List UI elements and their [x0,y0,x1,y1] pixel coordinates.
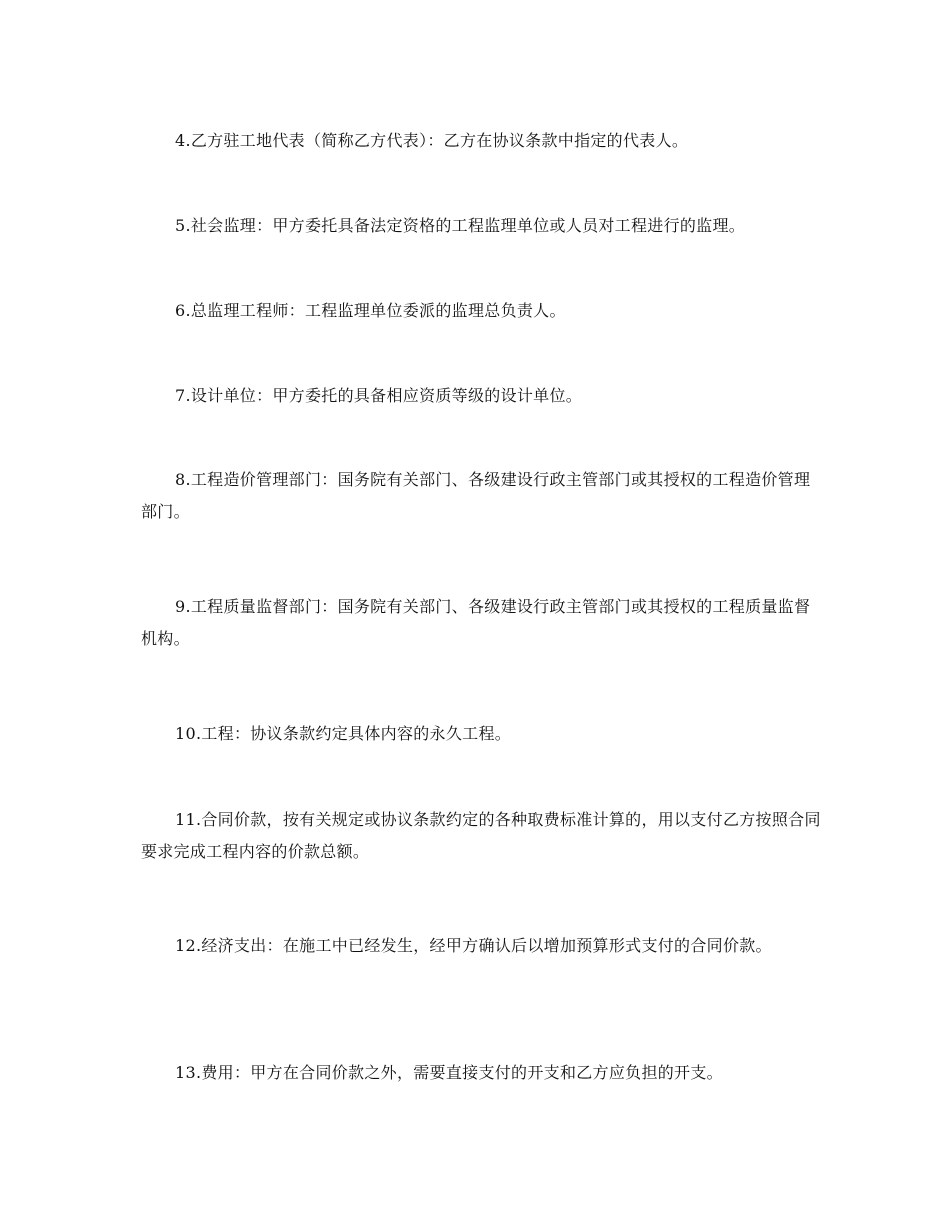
clause-11: 11.合同价款，按有关规定或协议条款约定的各种取费标准计算的，用以支付乙方按照合同要求完成工程内容的价款总额。 [141,810,821,861]
clause-8: 8.工程造价管理部门：国务院有关部门、各级建设行政主管部门或其授权的工程造价管理部门。 [141,470,811,521]
clause-4: 4.乙方驻工地代表（简称乙方代表）：乙方在协议条款中指定的代表人。 [175,131,689,150]
clause-10: 10.工程：协议条款约定具体内容的永久工程。 [175,724,512,743]
clause-7: 7.设计单位：甲方委托的具备相应资质等级的设计单位。 [175,386,583,405]
clause-5: 5.社会监理：甲方委托具备法定资格的工程监理单位或人员对工程进行的监理。 [175,216,746,235]
clause-13: 13.费用：甲方在合同价款之外，需要直接支付的开支和乙方应负担的开支。 [175,1063,723,1082]
clause-9: 9.工程质量监督部门：国务院有关部门、各级建设行政主管部门或其授权的工程质量监督机构。 [141,597,811,648]
clause-6: 6.总监理工程师：工程监理单位委派的监理总负责人。 [175,301,566,320]
clause-12: 12.经济支出：在施工中已经发生，经甲方确认后以增加预算形式支付的合同价款。 [175,936,772,955]
